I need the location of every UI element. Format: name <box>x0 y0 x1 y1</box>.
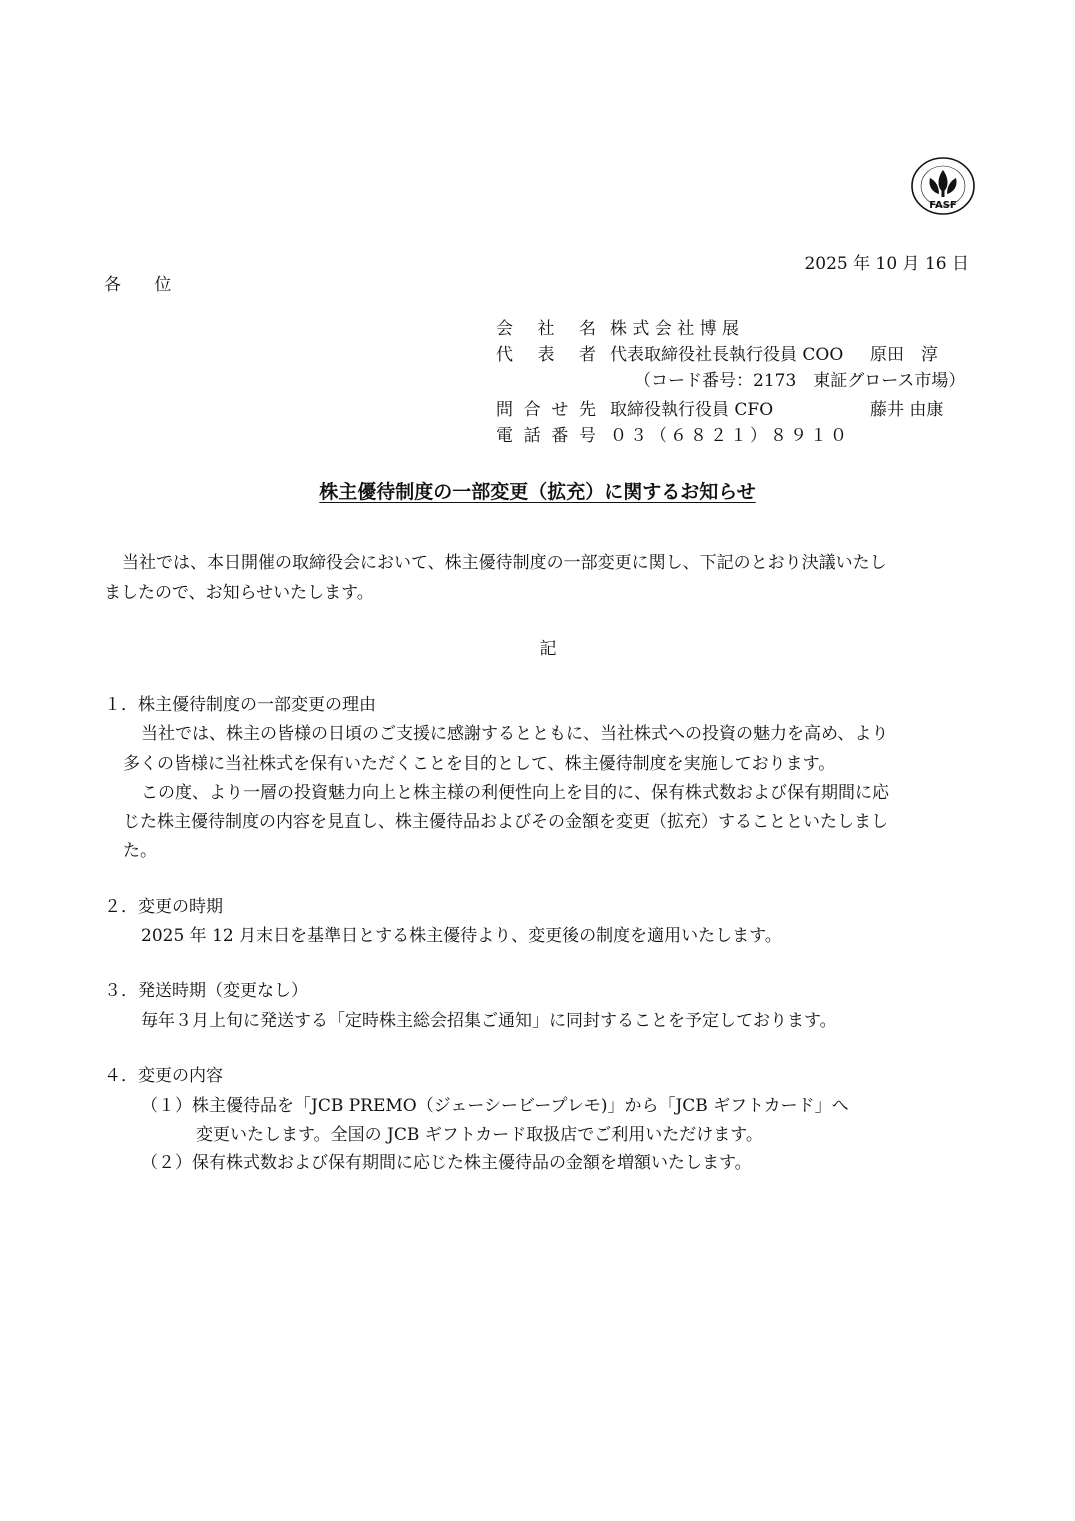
section-4-heading: ４．変更の内容 <box>104 1066 223 1086</box>
section-4-line: （１）株主優待品を「JCB PREMO（ジェーシービープレモ)」から「JCB ギフトカード」へ <box>141 1096 849 1116</box>
section-4-line: 変更いたします。全国の JCB ギフトカード取扱店でご利用いただけます。 <box>196 1125 763 1145</box>
section-1-heading: １．株主優待制度の一部変更の理由 <box>104 695 376 715</box>
phone-number: ０３（６８２１）８９１０ <box>610 426 850 446</box>
section-2-line: 2025 年 12 月末日を基準日とする株主優待より、変更後の制度を適用いたします。 <box>141 926 782 946</box>
contact-title: 取締役執行役員 CFO <box>610 400 774 420</box>
section-3-heading: ３．発送時期（変更なし） <box>104 981 308 1001</box>
info-label: 会 社 名 <box>496 319 596 339</box>
document-date: 2025 年 10 月 16 日 <box>804 254 969 274</box>
addressee: 各 位 <box>104 275 186 295</box>
section-4-line: （２）保有株式数および保有期間に応じた株主優待品の金額を増額いたします。 <box>141 1153 752 1173</box>
intro-line-1: 当社では、本日開催の取締役会において、株主優待制度の一部変更に関し、下記のとおり決議いたし <box>122 553 887 573</box>
section-1-line: 多くの皆様に当社株式を保有いただくことを目的として、株主優待制度を実施しております。 <box>123 754 836 774</box>
logo-text: FASF <box>929 200 957 211</box>
section-3-line: 毎年３月上旬に発送する「定時株主総会招集ご通知」に同封することを予定しております。 <box>141 1011 837 1031</box>
page-title: 株主優待制度の一部変更（拡充）に関するお知らせ <box>319 481 756 503</box>
representative-title: 代表取締役社長執行役員 COO <box>610 345 844 365</box>
representative-name: 原田 淳 <box>870 345 938 365</box>
fasf-logo-icon <box>910 156 976 216</box>
intro-line-2: ましたので、お知らせいたします。 <box>104 583 374 603</box>
section-1-line: じた株主優待制度の内容を見直し、株主優待品およびその金額を変更（拡充）することといたしまし <box>123 812 888 832</box>
contact-name: 藤井 由康 <box>870 400 944 420</box>
section-2-heading: ２．変更の時期 <box>104 897 223 917</box>
section-1-line: た。 <box>123 841 157 861</box>
section-1-line: 当社では、株主の皆様の日頃のご支援に感謝するとともに、当社株式への投資の魅力を高め、より <box>141 724 889 744</box>
fasf-logo <box>910 156 976 216</box>
section-1-line: この度、より一層の投資魅力向上と株主様の利便性向上を目的に、保有株式数および保有期間に応 <box>141 783 889 803</box>
stock-code: （コード番号：2173 東証グロース市場） <box>634 371 966 391</box>
ki-heading: 記 <box>539 639 557 659</box>
company-name: 株 式 会 社 博 展 <box>610 319 740 339</box>
